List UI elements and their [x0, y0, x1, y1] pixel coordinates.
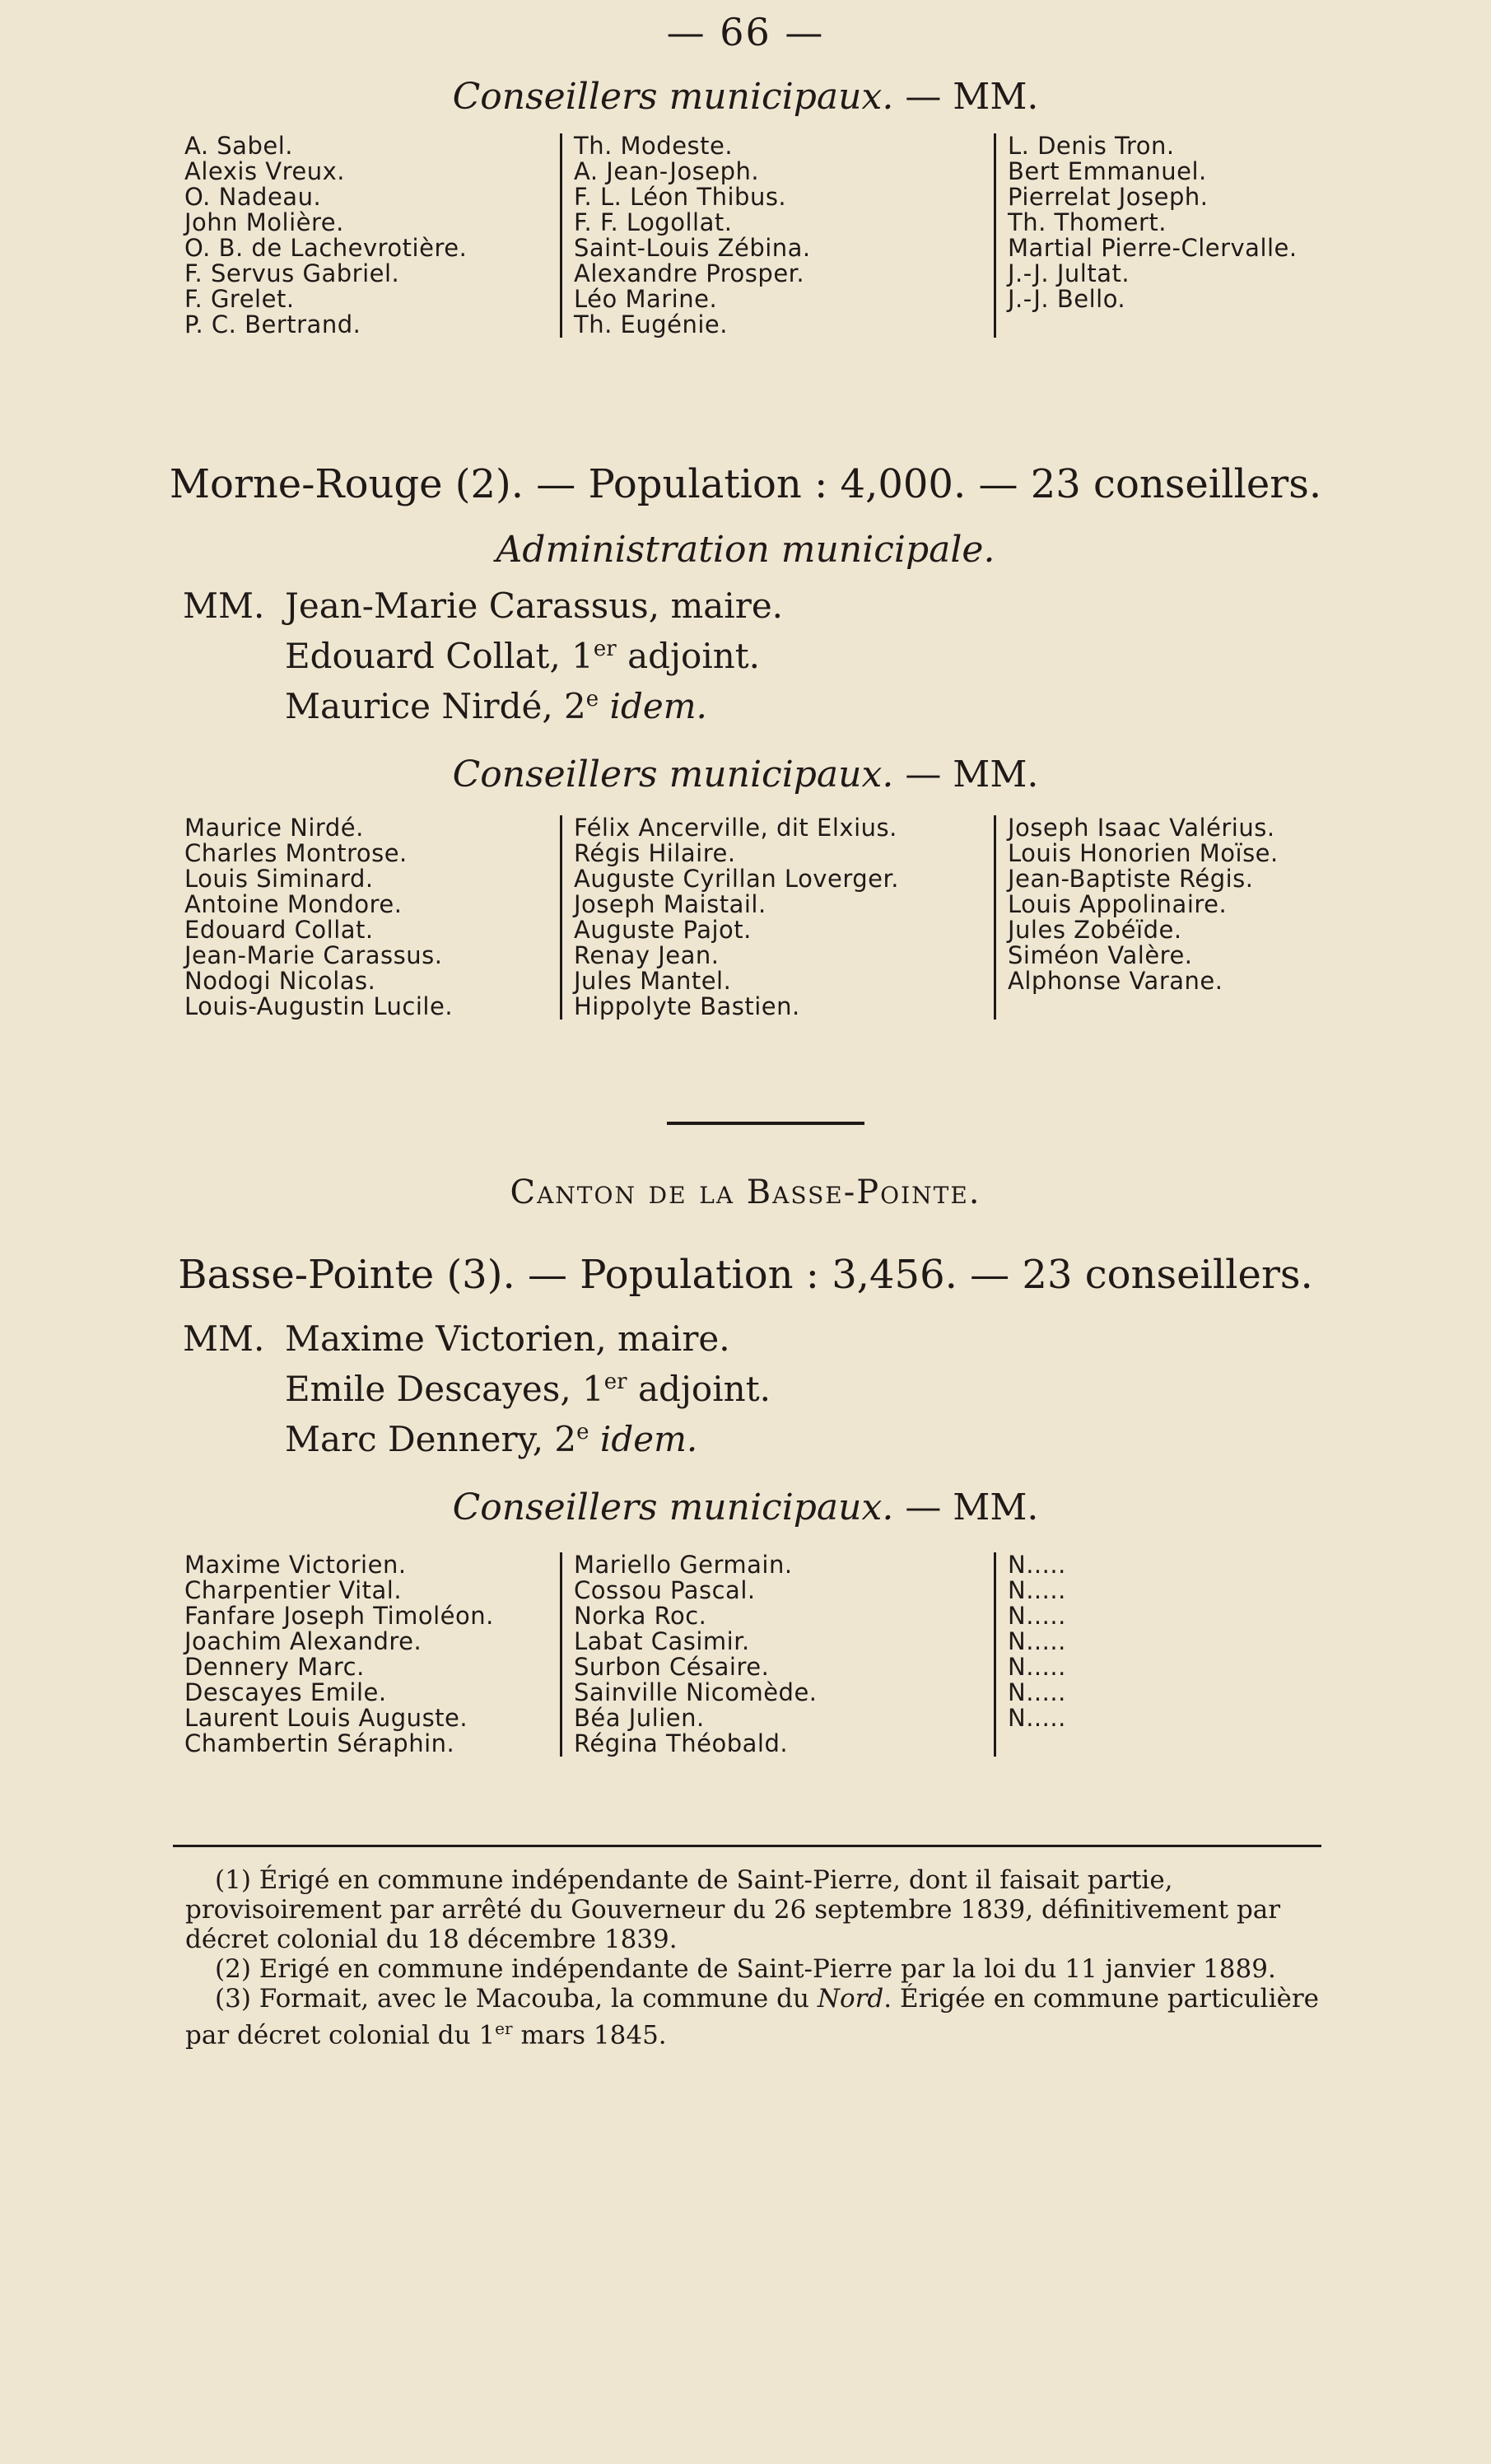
- page-number: — 66 —: [666, 10, 825, 54]
- councillor-name: Renay Jean.: [574, 941, 720, 969]
- councillor-name: N.....: [1008, 1551, 1066, 1579]
- adj2-word: idem.: [609, 686, 707, 726]
- councillor-name: N.....: [1008, 1602, 1066, 1630]
- adj1-name: Emile Descayes,: [285, 1369, 571, 1409]
- basse-pointe-col2: [560, 1552, 996, 1757]
- maire-name: Maxime Victorien, maire.: [285, 1318, 730, 1359]
- councillor-name: Pierrelat Joseph.: [1008, 183, 1209, 211]
- section1-heading: [0, 76, 1491, 118]
- councillor-name: Béa Julien.: [574, 1704, 705, 1732]
- footnote-3-part-a: (3) Formait, avec le Macouba, la commune du: [215, 1984, 809, 2014]
- councillor-name: Siméon Valère.: [1008, 941, 1193, 969]
- basse-pointe-adj2-line: [183, 1411, 771, 1461]
- councillor-name: Léo Marine.: [574, 285, 718, 313]
- councillor-name: Jean-Marie Carassus.: [184, 941, 443, 969]
- morne-rouge-adj2-line: [183, 678, 783, 728]
- councillor-name: Cossou Pascal.: [574, 1576, 756, 1604]
- mm-label: MM.: [183, 1318, 265, 1359]
- conseillers-heading-text: Conseillers municipaux.: [452, 1486, 894, 1528]
- councillor-name: Louis-Augustin Lucile.: [184, 992, 454, 1020]
- morne-rouge-administration: [183, 585, 783, 728]
- adj1-word: adjoint.: [627, 636, 761, 676]
- morne-rouge-col3: [996, 815, 1408, 1020]
- councillor-name: Maxime Victorien.: [184, 1551, 407, 1579]
- councillor-name: F. Servus Gabriel.: [184, 259, 400, 287]
- conseillers-heading-suffix: — MM.: [905, 1486, 1039, 1528]
- adj1-num: 1: [582, 1369, 604, 1409]
- councillor-name: Laurent Louis Auguste.: [184, 1704, 468, 1732]
- footnote-3-sup: er: [495, 2018, 513, 2038]
- councillor-name: Joseph Maistail.: [574, 890, 766, 918]
- basse-pointe-adj1-line: [183, 1360, 771, 1411]
- councillor-name: N.....: [1008, 1576, 1066, 1604]
- councillor-name: O. Nadeau.: [184, 183, 322, 211]
- adj2-sup: e: [576, 1420, 589, 1444]
- section1-col2: [560, 133, 996, 338]
- footnote-3-num: 1: [478, 2020, 496, 2051]
- basse-pointe-line: Basse-Pointe (3). — Population : 3,456. — 23 conseillers.: [178, 1252, 1313, 1298]
- councillor-name: Joseph Isaac Valérius.: [1008, 814, 1275, 842]
- basse-pointe-councillors: [173, 1552, 1408, 1757]
- adj2-num: 2: [554, 1419, 577, 1459]
- councillor-name: Saint-Louis Zébina.: [574, 234, 811, 262]
- section1-col3: [996, 133, 1408, 338]
- basse-pointe-administration: [183, 1318, 771, 1461]
- councillor-name: J.-J. Bello.: [1008, 285, 1126, 313]
- councillor-name: Th. Eugénie.: [574, 310, 728, 338]
- councillor-name: Dennery Marc.: [184, 1653, 365, 1681]
- morne-rouge-admin-title: Administration municipale.: [496, 529, 995, 571]
- councillor-name: Chambertin Séraphin.: [184, 1729, 455, 1757]
- basse-pointe-col3: [996, 1552, 1408, 1757]
- adj2-num: 2: [564, 686, 586, 726]
- footnote-3: [185, 1984, 1330, 2050]
- councillor-name: Alexandre Prosper.: [574, 259, 805, 287]
- morne-rouge-line: Morne-Rouge (2). — Population : 4,000. — 23 conseillers.: [169, 461, 1322, 507]
- footnotes: [185, 1865, 1330, 2050]
- footnote-3-nord: Nord: [817, 1984, 884, 2014]
- councillor-name: Louis Appolinaire.: [1008, 890, 1228, 918]
- councillor-name: Norka Roc.: [574, 1602, 707, 1630]
- adj1-sup: er: [603, 1370, 627, 1394]
- councillor-name: Charles Montrose.: [184, 839, 408, 867]
- adj1-sup: er: [593, 637, 617, 661]
- councillor-name: Bert Emmanuel.: [1008, 157, 1207, 185]
- basse-pointe-conseillers-heading: [0, 1486, 1491, 1528]
- councillor-name: Mariello Germain.: [574, 1551, 793, 1579]
- councillor-name: L. Denis Tron.: [1008, 132, 1175, 160]
- councillor-name: Charpentier Vital.: [184, 1576, 403, 1604]
- councillor-name: Antoine Mondore.: [184, 890, 403, 918]
- councillor-name: Sainville Nicomède.: [574, 1678, 818, 1706]
- canton-heading: Canton de la Basse-Pointe.: [510, 1174, 981, 1211]
- councillor-name: Régina Théobald.: [574, 1729, 789, 1757]
- footnote-2: (2) Erigé en commune indépendante de Saint-Pierre par la loi du 11 janvier 1889.: [215, 1954, 1276, 1984]
- section-divider: [667, 1122, 864, 1125]
- councillor-name: Auguste Cyrillan Loverger.: [574, 865, 899, 893]
- councillor-name: P. C. Bertrand.: [184, 310, 361, 338]
- adj2-word: idem.: [599, 1419, 698, 1459]
- councillor-name: John Molière.: [184, 208, 344, 236]
- adj2-name: Maurice Nirdé,: [285, 686, 553, 726]
- councillor-name: Félix Ancerville, dit Elxius.: [574, 814, 897, 842]
- councillor-name: F. L. Léon Thibus.: [574, 183, 787, 211]
- councillor-name: J.-J. Jultat.: [1008, 259, 1130, 287]
- councillor-name: N.....: [1008, 1627, 1066, 1655]
- councillor-name: F. F. Logollat.: [574, 208, 733, 236]
- councillor-name: Nodogi Nicolas.: [184, 967, 376, 995]
- councillor-name: Louis Siminard.: [184, 865, 374, 893]
- footnote-3-part-c: mars 1845.: [520, 2020, 667, 2051]
- councillor-name: N.....: [1008, 1704, 1066, 1732]
- councillor-name: Martial Pierre-Clervalle.: [1008, 234, 1298, 262]
- councillor-name: Régis Hilaire.: [574, 839, 736, 867]
- councillor-name: Jules Zobéïde.: [1008, 916, 1182, 944]
- adj2-sup: e: [585, 687, 599, 712]
- councillor-name: Joachim Alexandre.: [184, 1627, 422, 1655]
- councillor-name: Auguste Pajot.: [574, 916, 752, 944]
- councillor-name: Alphonse Varane.: [1008, 967, 1223, 995]
- morne-rouge-conseillers-heading: [0, 754, 1491, 796]
- footnote-rule: [173, 1845, 1321, 1847]
- footnote-3-part-b: . Érigée en commune particulière par décret colonial du: [185, 1984, 1320, 2051]
- morne-rouge-col1: [173, 815, 560, 1020]
- councillor-name: Th. Modeste.: [574, 132, 734, 160]
- section1-heading-text: Conseillers municipaux.: [452, 76, 894, 118]
- councillor-name: O. B. de Lachevrotière.: [184, 234, 468, 262]
- councillor-name: Jules Mantel.: [574, 967, 732, 995]
- section1-col1: [173, 133, 560, 338]
- councillor-name: A. Jean-Joseph.: [574, 157, 760, 185]
- adj1-word: adjoint.: [637, 1369, 771, 1409]
- councillor-name: Maurice Nirdé.: [184, 814, 364, 842]
- councillor-name: Descayes Emile.: [184, 1678, 387, 1706]
- basse-pointe-maire-line: [183, 1318, 771, 1360]
- councillor-name: N.....: [1008, 1678, 1066, 1706]
- councillor-name: N.....: [1008, 1653, 1066, 1681]
- morne-rouge-maire-line: [183, 585, 783, 628]
- councillor-name: Edouard Collat.: [184, 916, 374, 944]
- footnote-1: (1) Érigé en commune indépendante de Saint-Pierre, dont il faisait partie, provisoirement par arrêté du Gouverneur du 26 septembre 1839, définitivement par décret colonial du 18 décembre 1839.: [185, 1865, 1281, 1954]
- section1-councillors: [173, 133, 1408, 338]
- councillor-name: Fanfare Joseph Timoléon.: [184, 1602, 494, 1630]
- adj1-name: Edouard Collat,: [285, 636, 561, 676]
- basse-pointe-col1: [173, 1552, 560, 1757]
- councillor-name: Louis Honorien Moïse.: [1008, 839, 1279, 867]
- councillor-name: Hippolyte Bastien.: [574, 992, 800, 1020]
- mm-label: MM.: [183, 586, 265, 626]
- councillor-name: A. Sabel.: [184, 132, 293, 160]
- adj1-num: 1: [571, 636, 594, 676]
- morne-rouge-adj1-line: [183, 628, 783, 678]
- conseillers-heading-suffix: — MM.: [905, 754, 1039, 796]
- councillor-name: Th. Thomert.: [1008, 208, 1167, 236]
- conseillers-heading-text: Conseillers municipaux.: [452, 754, 894, 796]
- adj2-name: Marc Dennery,: [285, 1419, 544, 1459]
- councillor-name: Labat Casimir.: [574, 1627, 750, 1655]
- morne-rouge-councillors: [173, 815, 1408, 1020]
- councillor-name: Surbon Césaire.: [574, 1653, 770, 1681]
- section1-heading-suffix: — MM.: [905, 76, 1039, 118]
- councillor-name: Alexis Vreux.: [184, 157, 345, 185]
- morne-rouge-col2: [560, 815, 996, 1020]
- councillor-name: Jean-Baptiste Régis.: [1008, 865, 1254, 893]
- maire-name: Jean-Marie Carassus, maire.: [285, 586, 784, 626]
- councillor-name: F. Grelet.: [184, 285, 295, 313]
